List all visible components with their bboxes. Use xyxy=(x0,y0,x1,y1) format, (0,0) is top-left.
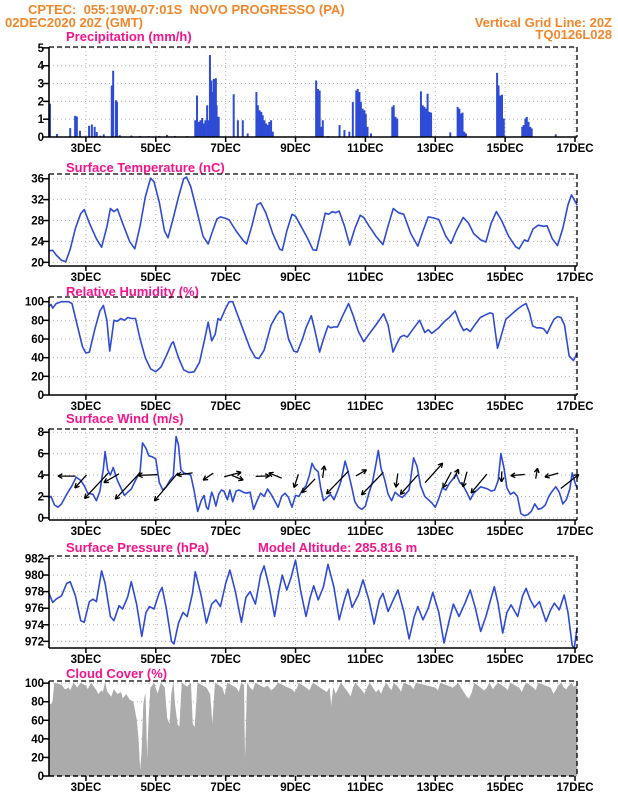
y-tick-label: 8 xyxy=(37,427,44,440)
x-tick-label: 15DEC xyxy=(486,143,524,155)
x-tick-label: 5DEC xyxy=(140,526,172,538)
wind-direction-arrows xyxy=(58,463,579,501)
x-tick-label: 11DEC xyxy=(347,526,384,538)
y-tick-label: 5 xyxy=(37,42,44,55)
x-tick-label: 7DEC xyxy=(210,526,242,538)
x-tick-label: 15DEC xyxy=(486,401,524,413)
y-tick-label: 2 xyxy=(37,491,44,504)
x-tick-label: 3DEC xyxy=(70,143,102,155)
x-tick-label: 7DEC xyxy=(210,654,242,666)
header-model-id: TQ0126L028 xyxy=(535,27,612,42)
y-tick-label: 40 xyxy=(31,733,44,746)
model-altitude-label: Model Altitude: 285.816 m xyxy=(258,540,418,555)
x-tick-label: 3DEC xyxy=(70,782,102,794)
x-tick-label: 9DEC xyxy=(280,526,311,538)
x-tick-label: 13DEC xyxy=(416,401,454,413)
x-tick-label: 15DEC xyxy=(486,526,524,538)
x-tick-label: 5DEC xyxy=(140,782,172,794)
x-tick-label: 5DEC xyxy=(140,143,172,155)
x-tick-label: 11DEC xyxy=(347,143,384,155)
x-tick-label: 9DEC xyxy=(280,143,311,155)
surface-temperature-line xyxy=(49,177,577,262)
relative-humidity-panel xyxy=(25,297,594,413)
relative-humidity-line xyxy=(49,302,577,373)
x-tick-label: 17DEC xyxy=(556,401,594,413)
x-tick-label: 9DEC xyxy=(280,272,311,284)
x-tick-label: 17DEC xyxy=(556,782,594,794)
x-tick-label: 3DEC xyxy=(70,654,102,666)
y-tick-label: 6 xyxy=(37,448,44,461)
y-tick-label: 0 xyxy=(37,512,44,525)
x-tick-label: 9DEC xyxy=(280,654,311,666)
y-tick-label: 980 xyxy=(24,570,44,583)
x-tick-label: 11DEC xyxy=(347,401,384,413)
x-tick-label: 17DEC xyxy=(556,143,594,155)
y-tick-label: 982 xyxy=(24,553,44,566)
x-tick-label: 17DEC xyxy=(556,654,594,666)
x-tick-label: 7DEC xyxy=(210,401,242,413)
surface-pressure-line xyxy=(49,560,577,648)
cloud-cover-title: Cloud Cover (%) xyxy=(66,666,168,681)
x-tick-label: 9DEC xyxy=(280,782,311,794)
x-tick-label: 15DEC xyxy=(486,272,524,284)
y-tick-label: 100 xyxy=(24,296,44,309)
x-tick-label: 7DEC xyxy=(210,143,242,155)
x-tick-label: 9DEC xyxy=(280,401,311,413)
x-tick-label: 13DEC xyxy=(416,272,454,284)
header-run-datetime: 02DEC2020 20Z (GMT) xyxy=(5,15,143,30)
precipitation-title: Precipitation (mm/h) xyxy=(66,29,192,44)
x-tick-label: 3DEC xyxy=(70,401,102,413)
x-tick-label: 11DEC xyxy=(347,782,384,794)
surface-wind-panel xyxy=(38,427,594,538)
y-tick-label: 2 xyxy=(37,96,44,109)
x-tick-label: 7DEC xyxy=(210,272,242,284)
x-tick-label: 5DEC xyxy=(140,401,172,413)
y-tick-label: 100 xyxy=(24,678,44,691)
y-tick-label: 3 xyxy=(37,78,44,91)
y-tick-label: 60 xyxy=(31,334,44,346)
y-tick-label: 36 xyxy=(31,173,44,186)
y-tick-label: 0 xyxy=(37,132,44,144)
y-tick-label: 60 xyxy=(31,715,44,728)
x-tick-label: 11DEC xyxy=(347,654,384,666)
surface-wind-line xyxy=(49,437,577,516)
cloud-cover-area xyxy=(49,683,577,776)
y-tick-label: 32 xyxy=(31,194,44,207)
y-tick-label: 28 xyxy=(31,215,44,228)
x-tick-label: 15DEC xyxy=(486,654,524,666)
x-tick-label: 13DEC xyxy=(416,654,454,666)
precipitation-panel xyxy=(38,43,594,155)
surface-pressure-title: Surface Pressure (hPa) xyxy=(66,540,210,555)
precipitation-bars xyxy=(49,55,557,137)
y-tick-label: 20 xyxy=(31,371,44,384)
x-tick-label: 3DEC xyxy=(70,272,102,284)
x-tick-label: 13DEC xyxy=(416,143,454,155)
y-tick-label: 4 xyxy=(37,60,44,73)
x-tick-label: 13DEC xyxy=(416,526,454,538)
cloud-cover-panel xyxy=(25,678,594,794)
x-tick-label: 5DEC xyxy=(140,654,172,666)
y-tick-label: 0 xyxy=(37,771,44,783)
y-tick-label: 20 xyxy=(31,257,44,270)
surface-temperature-title: Surface Temperature (nC) xyxy=(66,160,225,175)
surface-pressure-panel xyxy=(25,553,594,666)
y-tick-label: 976 xyxy=(24,603,44,616)
relative-humidity-title: Relative Humidity (%) xyxy=(66,284,199,299)
y-tick-label: 40 xyxy=(31,352,44,365)
x-tick-label: 17DEC xyxy=(556,526,594,538)
y-tick-label: 1 xyxy=(37,114,44,127)
y-tick-label: 24 xyxy=(31,236,44,249)
y-tick-label: 20 xyxy=(31,752,44,765)
x-tick-label: 5DEC xyxy=(140,272,172,284)
x-tick-label: 7DEC xyxy=(210,782,242,794)
header-station-line: CPTEC: 055:19W-07:01S NOVO PROGRESSO (PA) xyxy=(28,2,345,17)
y-tick-label: 978 xyxy=(24,586,44,599)
x-tick-label: 17DEC xyxy=(556,272,594,284)
x-tick-label: 3DEC xyxy=(70,526,102,538)
y-tick-label: 4 xyxy=(37,470,44,483)
y-tick-label: 0 xyxy=(37,390,44,402)
surface-temperature-panel xyxy=(31,174,593,284)
header-gridline-note: Vertical Grid Line: 20Z xyxy=(474,15,612,30)
x-tick-label: 15DEC xyxy=(486,782,524,794)
y-tick-label: 80 xyxy=(31,696,44,709)
y-tick-label: 972 xyxy=(24,636,44,649)
surface-wind-title: Surface Wind (m/s) xyxy=(66,411,184,426)
x-tick-label: 13DEC xyxy=(416,782,454,794)
y-tick-label: 80 xyxy=(31,315,44,328)
y-tick-label: 974 xyxy=(24,619,44,632)
x-tick-label: 11DEC xyxy=(347,272,384,284)
